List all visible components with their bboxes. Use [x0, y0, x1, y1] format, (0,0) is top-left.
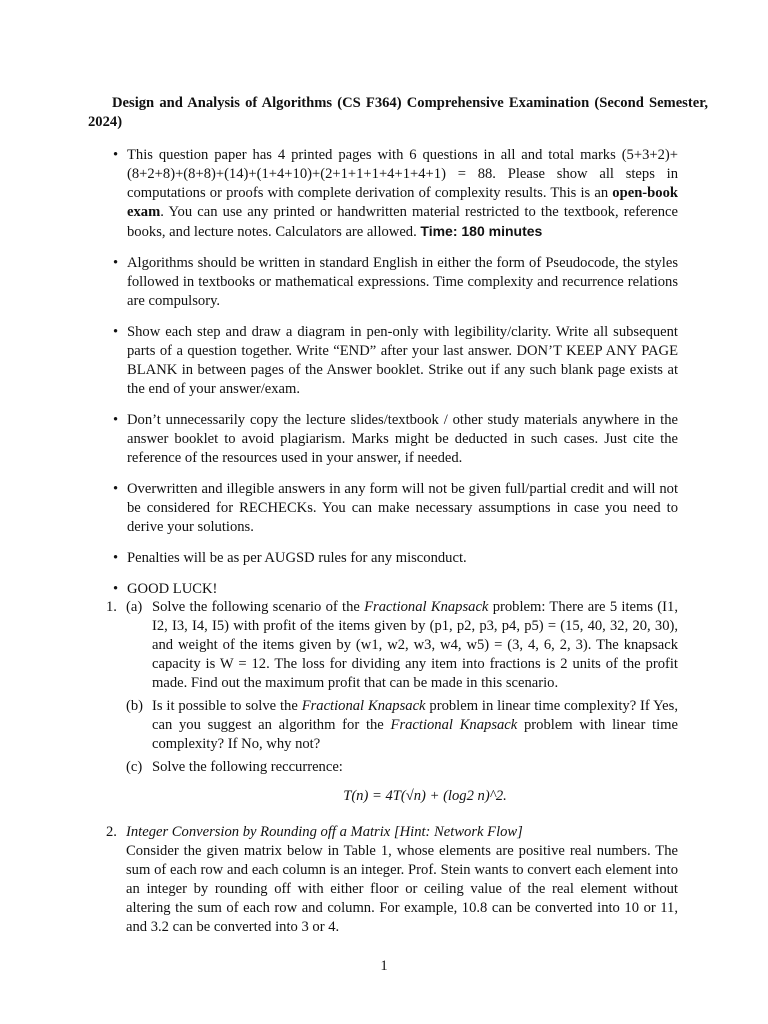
question-text: Solve the following reccurrence: — [152, 759, 343, 775]
question-number: 2. — [106, 824, 117, 840]
question-1b — [106, 697, 678, 754]
question-number: 1. — [106, 599, 117, 615]
exam-title: Design and Analysis of Algorithms (CS F364) Comprehensive Examination (Second Semester, 2024) — [88, 95, 708, 130]
question-1 — [106, 598, 678, 810]
problem-name: Fractional Knapsack — [301, 698, 426, 714]
instruction-item — [111, 146, 678, 242]
instruction-item: • Don’t unnecessarily copy the lecture slides/textbook / other study materials anywhere in the answer booklet to avoid plagiarism. Marks might be deducted in such cases. Just cite the reference of the resources used in your answer, if needed. — [111, 411, 678, 468]
recurrence-equation: T(n) = 4T(√n) + (log2 n)^2. — [343, 788, 507, 804]
question-text: problem with linear time complexity? If No, why not? — [152, 717, 678, 752]
total-marks: (5+3+2)+(8+2+8)+(8+8)+(14)+(1+4+10)+(2+1+1+1+4+1+4+1) = 88 — [127, 147, 678, 182]
instruction-item: • Algorithms should be written in standard English in either the form of Pseudocode, the styles followed in textbooks or mathematical expressions. Time complexity and recurrence relations are compulsory. — [111, 254, 678, 311]
part-label: (c) — [126, 759, 143, 775]
question-heading: Integer Conversion by Rounding off a Matrix [Hint: Network Flow] — [126, 824, 523, 840]
question-2-body — [106, 823, 678, 937]
question-text: Solve the following scenario of the — [152, 599, 365, 615]
question-2 — [106, 823, 678, 937]
part-label: (a) — [126, 599, 143, 615]
instruction-text: . Please show all steps in computations or proofs with complete derivation of complexity results. This is an — [127, 166, 678, 201]
instruction-text: This question paper has 4 printed pages with 6 questions in all and total marks — [127, 147, 622, 163]
page-number: 1 — [380, 958, 388, 974]
question-text: problem in linear time complexity? If Yes, can you suggest an algorithm for the — [152, 698, 678, 733]
time-limit: Time: 180 minutes — [420, 223, 543, 239]
instruction-item: • Show each step and draw a diagram in pen-only with legibility/clarity. Write all subsequent parts of a question together. Write “END” after your last answer. DON’T KEEP ANY PAGE BLANK in between pages of the Answer booklet. Strike out if any such blank page exists at the end of your answer/exam. — [111, 323, 678, 399]
instruction-item: • GOOD LUCK! — [111, 580, 678, 599]
instruction-item: • Penalties will be as per AUGSD rules for any misconduct. — [111, 549, 678, 568]
question-text: Consider the given matrix below in Table 1, whose elements are positive real numbers. The sum of each row and each column is an integer. Prof. Stein wants to convert each element into an integer by rounding off with either floor or ceiling value of the real element without altering the sum of each row and column. For example, 10.8 can be converted into 10 or 11, and 3.2 can be converted into 3 or 4. — [126, 843, 678, 935]
open-book-label: open-book exam — [127, 185, 678, 220]
question-1a — [106, 598, 678, 693]
instruction-item: • Overwritten and illegible answers in any form will not be given full/partial credit and will not be considered for RECHECKs. You can make necessary assumptions in case you need to derive your solutions. — [111, 480, 678, 537]
instruction-text: . You can use any printed or handwritten material restricted to the textbook, reference books, and lecture notes. Calculators are allowed. — [127, 204, 678, 240]
question-1c — [106, 758, 678, 806]
part-label: (b) — [126, 698, 144, 714]
instructions-list — [111, 146, 678, 611]
question-text: Is it possible to solve the — [152, 698, 302, 714]
question-text: problem: There are 5 items (I1, I2, I3, I4, I5) with profit of the items given by (p1, p2, p3, p4, p5) = (15, 40, 32, 20, 30), and weight of the items given by (w1, w2, w3, w4, w5) = (3, 4, 6, 2, 3). The knapsack capacity is W = 12. The loss for dividing any item into fractions is 2 units of the profit made. Find out the maximum profit that can be made in this scenario. — [152, 599, 678, 691]
problem-name: Fractional Knapsack — [390, 717, 518, 733]
problem-name: Fractional Knapsack — [364, 599, 489, 615]
